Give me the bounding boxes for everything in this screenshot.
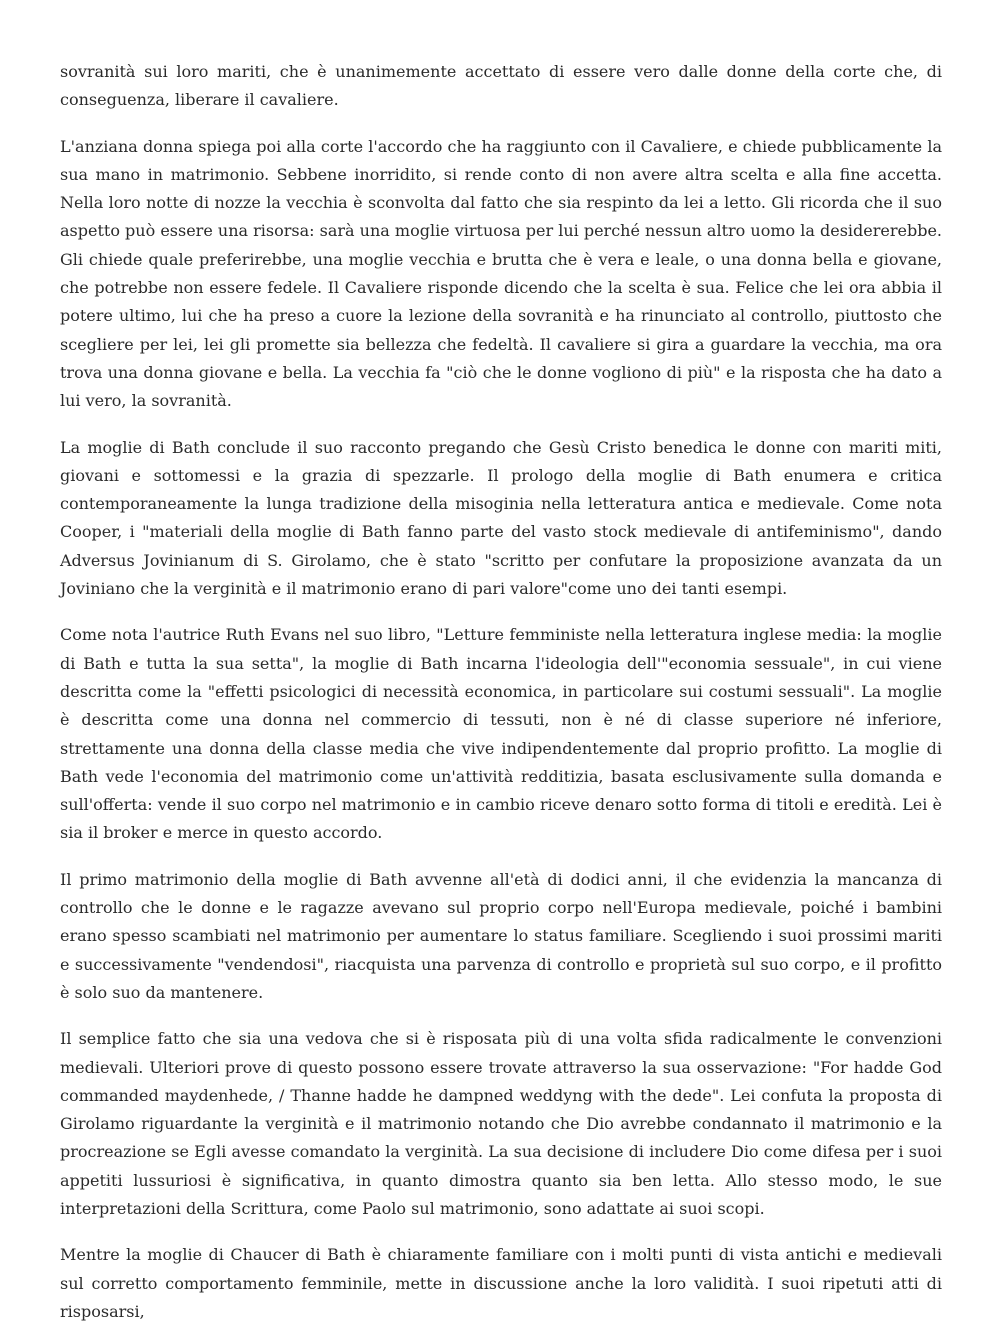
paragraph-6: Il semplice fatto che sia una vedova che si è risposata più di una volta sfida radicalmente le convenzioni medievali. Ulteriori prove di questo possono essere trovate attraverso la sua osservazione: "For hadde God commanded maydenhede, / Thanne hadde he dampned weddyng with the dede". Lei confuta la proposta di Girolamo riguardante la verginità e il matrimonio notando che Dio avrebbe condannato il matrimonio e la procreazione se Egli avesse comandato la verginità. La sua decisione di includere Dio come difesa per i suoi appetiti lussuriosi è significativa, in quanto dimostra quanto sia ben letta. Allo stesso modo, le sue interpretazioni della Scrittura, come Paolo sul matrimonio, sono adattate ai suoi scopi. [60, 1029, 942, 1218]
paragraph-5: Il primo matrimonio della moglie di Bath avvenne all'età di dodici anni, il che evidenzia la mancanza di controllo che le donne e le ragazze avevano sul proprio corpo nell'Europa medievale, poiché i bambini erano spesso scambiati nel matrimonio per aumentare lo status familiare. Scegliendo i suoi prossimi mariti e successivamente "vendendosi", riacquista una parvenza di controllo e proprietà sul suo corpo, e il profitto è solo suo da mantenere. [60, 869, 942, 1002]
document-page [60, 58, 942, 1344]
paragraph-7: Mentre la moglie di Chaucer di Bath è chiaramente familiare con i molti punti di vista antichi e medievali sul corretto comportamento femminile, mette in discussione anche la loro validità. I suoi ripetuti atti di risposarsi, [60, 1245, 942, 1321]
paragraph-1: sovranità sui loro mariti, che è unanimemente accettato di essere vero dalle donne della corte che, di conseguenza, liberare il cavaliere. [60, 62, 942, 110]
paragraph-3: La moglie di Bath conclude il suo racconto pregando che Gesù Cristo benedica le donne con mariti miti, giovani e sottomessi e la grazia di spezzarle. Il prologo della moglie di Bath enumera e critica contemporaneamente la lunga tradizione della misoginia nella letteratura antica e medievale. Come nota Cooper, i "materiali della moglie di Bath fanno parte del vasto stock medievale di antifeminismo", dando Adversus Jovinianum di S. Girolamo, che è stato "scritto per confutare la proposizione avanzata da un Joviniano che la verginità e il matrimonio erano di pari valore"come uno dei tanti esempi. [60, 437, 942, 599]
paragraph-2: L'anziana donna spiega poi alla corte l'accordo che ha raggiunto con il Cavaliere, e chiede pubblicamente la sua mano in matrimonio. Sebbene inorridito, si rende conto di non avere altra scelta e alla fine accetta. Nella loro notte di nozze la vecchia è sconvolta dal fatto che sia respinto da lei a letto. Gli ricorda che il suo aspetto può essere una risorsa: sarà una moglie virtuosa per lui perché nessun altro uomo la desidererebbe. Gli chiede quale preferirebbe, una moglie vecchia e brutta che è vera e leale, o una donna bella e giovane, che potrebbe non essere fedele. Il Cavaliere risponde dicendo che la scelta è sua. Felice che lei ora abbia il potere ultimo, lui che ha preso a cuore la lezione della sovranità e ha rinunciato al controllo, piuttosto che scegliere per lei, lei gli promette sia bellezza che fedeltà. Il cavaliere si gira a guardare la vecchia, ma ora trova una donna giovane e bella. La vecchia fa "ciò che le donne vogliono di più" e la risposta che ha dato a lui vero, la sovranità. [60, 136, 942, 411]
paragraph-4: Come nota l'autrice Ruth Evans nel suo libro, "Letture femministe nella letteratura inglese media: la moglie di Bath e tutta la sua setta", la moglie di Bath incarna l'ideologia dell'"economia sessuale", in cui viene descritta come la "effetti psicologici di necessità economica, in particolare sui costumi sessuali". La moglie è descritta come una donna nel commercio di tessuti, non è né di classe superiore né inferiore, strettamente una donna della classe media che vive indipendentemente dal proprio profitto. La moglie di Bath vede l'economia del matrimonio come un'attività redditizia, basata esclusivamente sulla domanda e sull'offerta: vende il suo corpo nel matrimonio e in cambio riceve denaro sotto forma di titoli e eredità. Lei è sia il broker e merce in questo accordo. [60, 625, 942, 843]
